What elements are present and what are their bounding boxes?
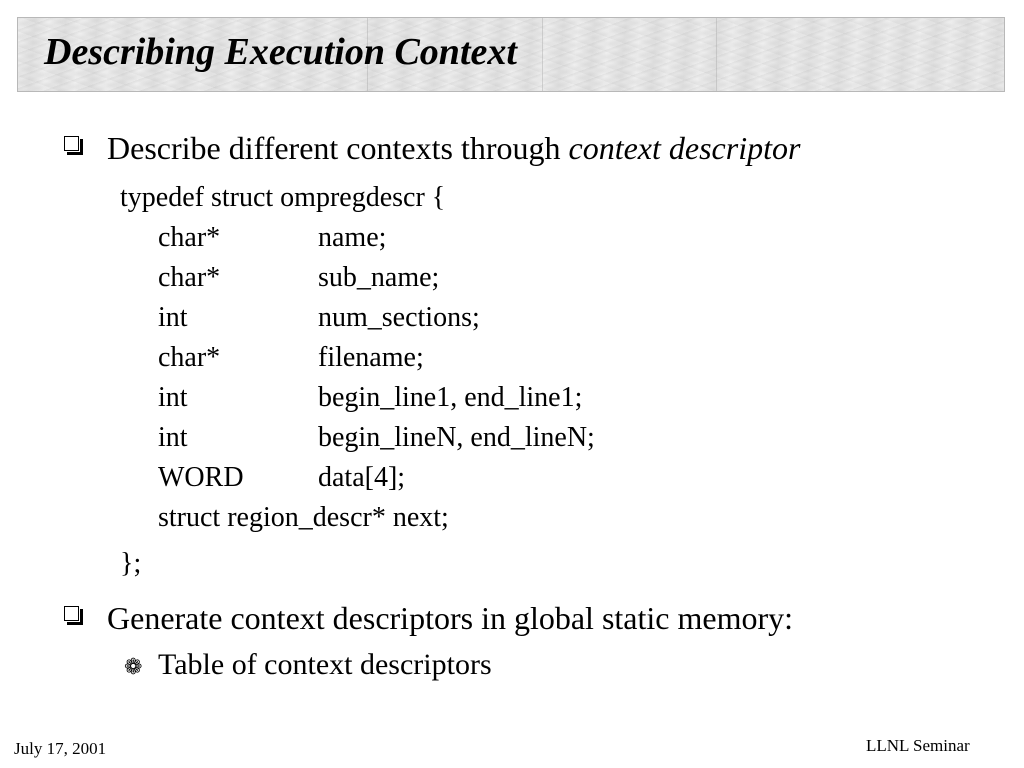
code-last-field: struct region_descr* next; — [158, 502, 449, 533]
code-field-type: WORD — [158, 462, 244, 493]
footer-date: July 17, 2001 — [14, 739, 107, 758]
code-typedef-line: typedef struct ompregdescr { — [120, 182, 446, 213]
title-bar — [17, 17, 1005, 92]
code-field-name: sub_name; — [318, 262, 440, 293]
sub-bullet-text: Table of context descriptors — [158, 648, 492, 681]
code-field-name: begin_lineN, end_lineN; — [318, 422, 595, 453]
title-bar-seam — [716, 18, 717, 91]
bullet-1-text-plain: Describe different contexts through — [107, 130, 569, 166]
code-field-type: char* — [158, 342, 221, 373]
slide-title: Describing Execution Context — [44, 31, 517, 73]
code-field-name: name; — [318, 222, 387, 253]
code-field-name: data[4]; — [318, 462, 406, 493]
code-field-type: int — [158, 302, 188, 333]
code-close-brace: }; — [120, 548, 142, 579]
code-field-type: int — [158, 382, 188, 413]
code-field-type: int — [158, 422, 188, 453]
circle-bullet-icon: ❁ — [124, 654, 143, 679]
title-bar-seam — [542, 18, 543, 91]
bullet-1-text-italic: context descriptor — [568, 130, 801, 166]
bullet-2-text: Generate context descriptors in global static memory: — [107, 600, 793, 636]
bullet-1-text — [107, 132, 800, 164]
code-field-name: num_sections; — [318, 302, 480, 333]
code-field-name: begin_line1, end_line1; — [318, 382, 583, 413]
footer-event: LLNL Seminar — [866, 736, 970, 755]
square-bullet-icon — [64, 606, 79, 621]
square-bullet-icon — [64, 136, 79, 151]
code-field-type: char* — [158, 262, 221, 293]
code-field-type: char* — [158, 222, 221, 253]
code-field-name: filename; — [318, 342, 424, 373]
